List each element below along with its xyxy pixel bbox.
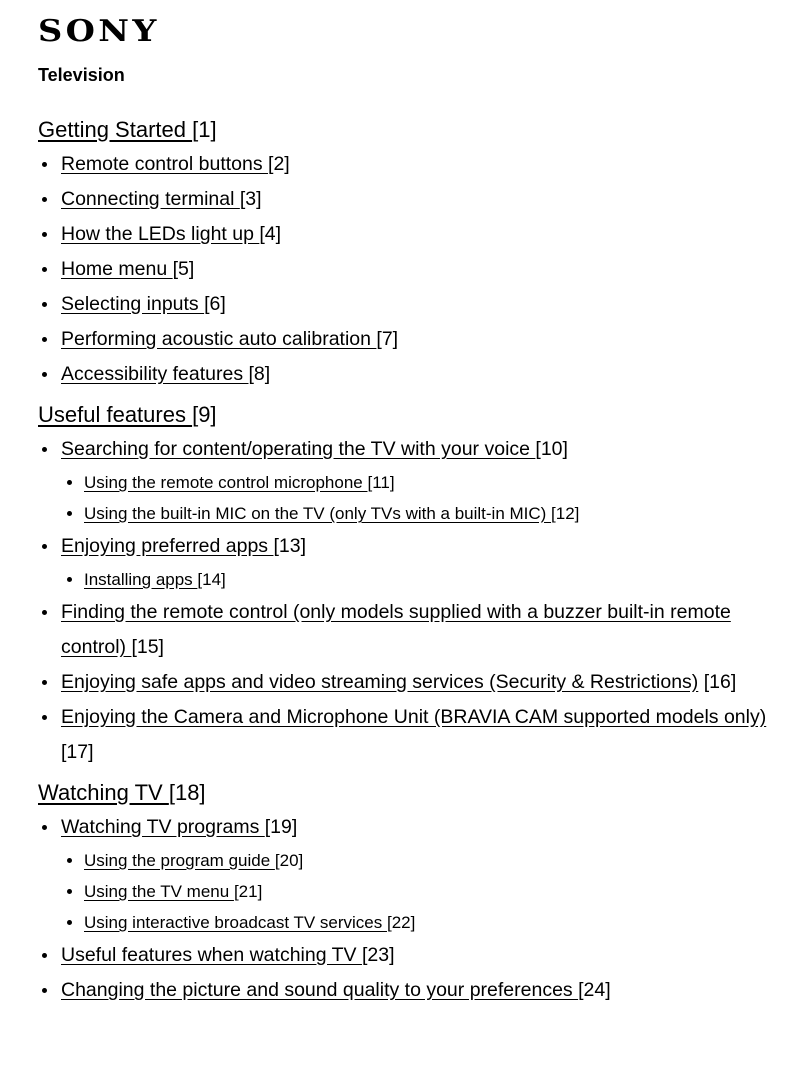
page-ref: [15] [131,636,164,658]
list-item [38,252,778,287]
topic-link[interactable]: Searching for content/operating the TV with your voice [61,438,536,460]
sub-list-item [38,498,778,529]
section-watching-tv [38,776,778,1008]
list-item [38,147,778,182]
sub-list-item [38,845,778,876]
subtopic-link[interactable]: Using the TV menu [84,882,234,901]
sub-list-item [38,564,778,595]
sub-list-item [38,876,778,907]
page-ref: [14] [197,570,226,589]
topic-link[interactable]: Finding the remote control (only models supplied with a buzzer built-in remote control) [61,601,731,658]
page-ref: [21] [233,882,263,901]
section-link[interactable]: Getting Started [38,117,193,142]
list-item [38,973,778,1008]
list-item [38,287,778,322]
page-ref: [16] [698,671,737,693]
section-heading [38,113,778,147]
topic-link[interactable]: Enjoying safe apps and video streaming services (Security & Restrictions) [61,671,699,693]
section-getting-started [38,113,778,392]
topic-link[interactable]: Enjoying the Camera and Microphone Unit (BRAVIA CAM supported models only) [61,706,767,728]
topic-link[interactable]: How the LEDs light up [61,223,260,245]
page-ref: [10] [535,438,568,460]
page-ref: [6] [204,293,226,315]
subtopic-link[interactable]: Using the remote control microphone [84,473,368,492]
list-item [38,700,778,770]
topic-link[interactable]: Home menu [61,258,173,280]
sony-logo: SONY [38,14,160,49]
sub-list-item [38,907,778,938]
page-ref: [7] [376,328,399,350]
list-item [38,810,778,845]
page-ref: [8] [248,363,271,385]
section-useful-features [38,398,778,770]
list-item [38,595,778,665]
topic-list [38,147,778,392]
page-ref: [2] [268,153,290,175]
list-item [38,217,778,252]
page-ref: [13] [273,535,306,557]
page-ref: [12] [551,504,580,523]
page-ref: [18] [168,780,206,805]
topic-link[interactable]: Watching TV programs [61,816,265,838]
product-title: Television [38,65,125,85]
list-item [38,938,778,973]
page-ref: [24] [578,979,611,1001]
list-item [38,357,778,392]
section-link[interactable]: Watching TV [38,780,169,805]
list-item [38,322,778,357]
page-ref: [17] [61,741,94,763]
page-ref: [23] [361,944,395,966]
section-heading [38,398,778,432]
page-ref: [19] [264,816,298,838]
topic-link[interactable]: Accessibility features [61,363,249,385]
page-ref: [1] [192,117,217,142]
section-heading [38,776,778,810]
list-item [38,182,778,217]
section-link[interactable]: Useful features [38,402,193,427]
list-item [38,432,778,467]
topic-list [38,810,778,1008]
topic-link[interactable]: Changing the picture and sound quality to your preferences [61,979,579,1001]
topic-link[interactable]: Enjoying preferred apps [61,535,274,557]
page-ref: [9] [192,402,217,427]
table-of-contents [38,113,778,1014]
page-ref: [11] [367,473,395,492]
list-item [38,665,778,700]
list-item [38,529,778,564]
topic-link[interactable]: Useful features when watching TV [61,944,362,966]
topic-link[interactable]: Connecting terminal [61,188,240,210]
page-ref: [5] [172,258,195,280]
page-ref: [20] [274,851,304,870]
topic-link[interactable]: Performing acoustic auto calibration [61,328,377,350]
page-ref: [4] [259,223,282,245]
subtopic-link[interactable]: Using the program guide [84,851,275,870]
subtopic-link[interactable]: Using interactive broadcast TV services [84,913,387,932]
sub-list-item [38,467,778,498]
page-ref: [22] [386,913,416,932]
page-ref: [3] [239,188,262,210]
topic-link[interactable]: Selecting inputs [61,293,205,315]
subtopic-link[interactable]: Using the built-in MIC on the TV (only TVs with a built-in MIC) [84,504,552,523]
topic-link[interactable]: Remote control buttons [61,153,269,175]
topic-list [38,432,778,770]
subtopic-link[interactable]: Installing apps [84,570,198,589]
